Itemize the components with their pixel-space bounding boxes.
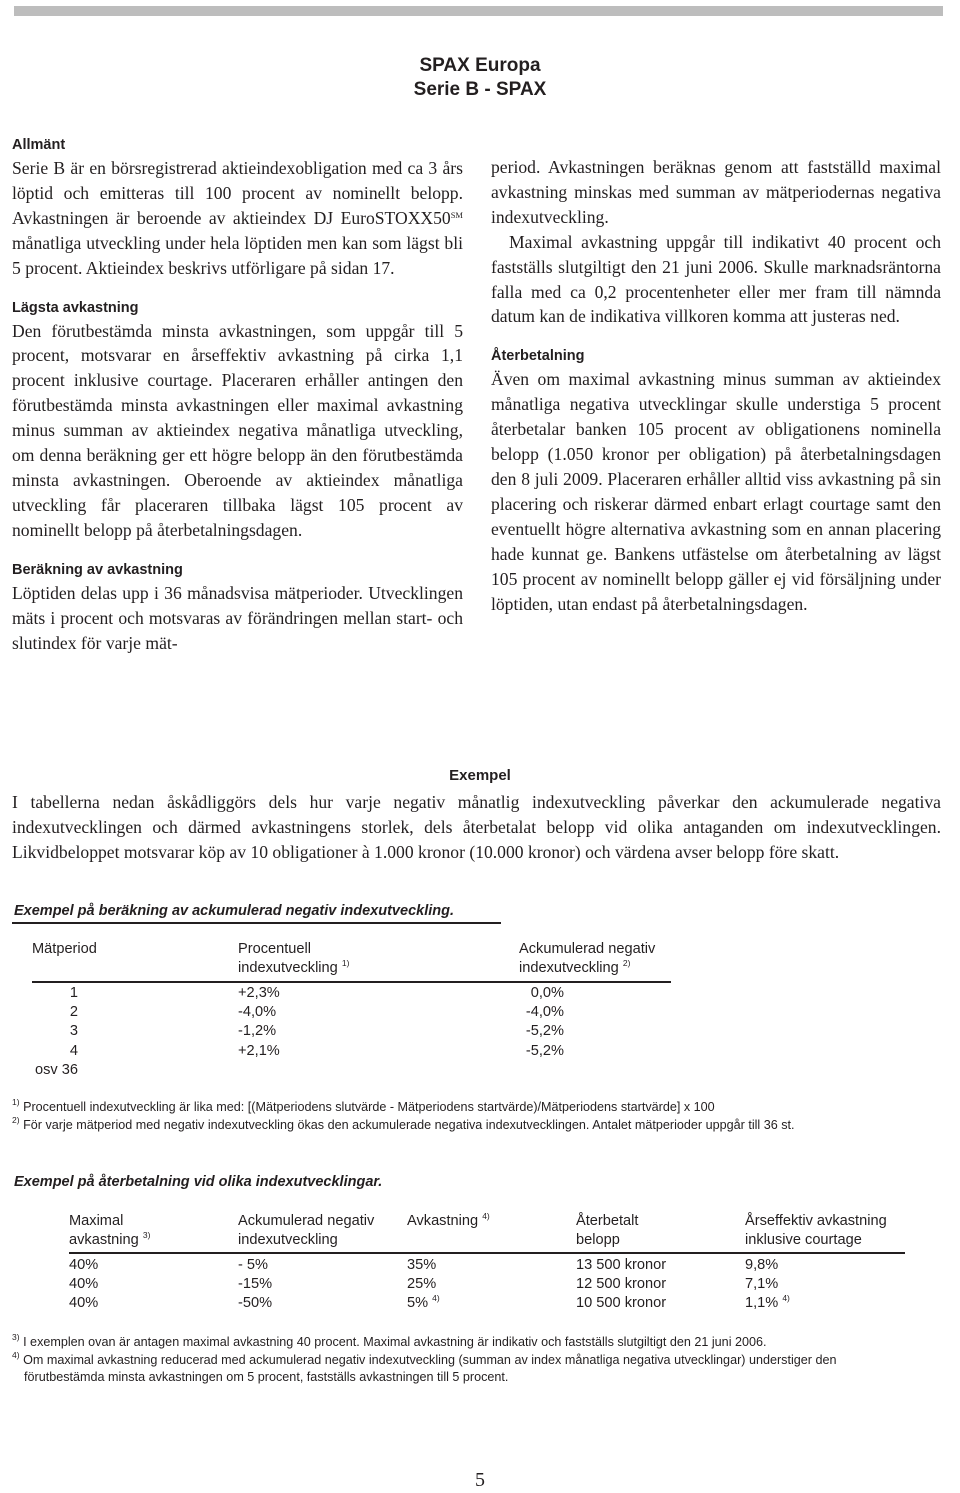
t2-col-ars: 9,8% 7,1% 1,1% $^{4)}$ — [745, 1257, 790, 1312]
exempel-heading: Exempel — [449, 767, 511, 784]
t2-header-ars: Årseffektiv avkastning inklusive courtage — [745, 1213, 887, 1248]
t2-footnote-3: $^{3)}$ I exemplen ovan är antagen maximal avkastning 40 procent. Maximal avkastning är indikativ och fastställs slutgiltigt den 21 juni 2006. — [12, 1332, 767, 1349]
t1-header-rule — [32, 981, 671, 983]
table-row: 40% — [69, 1295, 99, 1312]
page-subtitle: Serie B - SPAX — [413, 79, 547, 100]
max-avkastning-text: Maximal avkastning uppgår till indikativt 40 procent och fastställs slutgiltigt den 21 juni 2006. Skulle marknadsräntorna falla med ca 0,2 procentenheter eller mer fram till nämnda datum kan de indikativa villkoren komma att justeras ned. — [491, 231, 941, 327]
lagsta-text: Den förutbestämda minsta avkastningen, som uppgår till 5 procent, motsvarar en årseffektiv avkastning på cirka 1,1 procent inklusive courtage. Placeraren erhåller antingen den förutbestämda minsta avkastningen eller maximal avkastning minus summan av aktieindex negativa månatliga utveckling, om denna beräkning ger ett högre belopp än den förutbestämda minsta avkastningen. Oberoende av aktieindex månatliga utveckling får placeraren tillbaka lägst 105 procent av nominellt belopp på återbetalningsdagen. — [12, 320, 463, 540]
berakning-text: Löptiden delas upp i 36 månadsvisa mätperioder. Utvecklingen mäts i procent och motsvaras av förändringen mellan start- och slutindex för varje mät- — [12, 582, 463, 653]
top-bar — [14, 6, 943, 16]
t2-col-acc: - 5% -15% -50% — [238, 1257, 273, 1312]
exempel-text: I tabellerna nedan åskådliggörs dels hur varje negativ månatlig indexutveckling påverkar den ackumulerade negativa indexutvecklingen och därmed avkastningens storlek, dels återbetalat belopp vid olika antaganden om indexutvecklingen. Likvidbeloppet motsvarar köp av 10 obligationer à 1.000 kronor (10.000 kronor) och värdena avser belopp före skatt. — [12, 792, 941, 862]
t1-header-period: Mätperiod — [32, 941, 97, 957]
table2-title: Exempel på återbetalning vid olika indexutvecklingar. — [14, 1174, 383, 1190]
sm-mark: SM — [450, 209, 463, 220]
t2-footnote-4: $^{4)}$ Om maximal avkastning reducerad med ackumulerad negativ indexutveckling (summan av index månatliga negativa utvecklingar) understiger den förutbestämda minsta avkastningen om 5 procent, fastställs avkastningen till 5 procent. — [12, 1350, 837, 1384]
table-row: 40% — [69, 1276, 99, 1293]
page-title: SPAX Europa — [419, 55, 541, 76]
t2-col-avk: 35% 25% 5% $^{4)}$ — [407, 1257, 440, 1312]
table-row: 4 — [69, 1042, 78, 1059]
t2-col-max — [69, 1256, 98, 1314]
t2-col-belopp: 13 500 kronor 12 500 kronor 10 500 kronor — [576, 1257, 667, 1312]
allmant-text: Serie B är en börsregistrerad aktieindexobligation med ca 3 års löptid och emitteras till 100 procent av nominellt belopp. Avkastningen är beroende av aktieindex DJ EuroSTOXX50℠ månatliga utveckling under hela löptiden men kan som lägst bli 5 procent. Aktieindex beskrivs utförligare på sidan 17. — [12, 158, 463, 278]
table-row: osv 36 — [35, 1061, 78, 1078]
left-column — [12, 134, 463, 655]
table1-title-rule — [12, 922, 501, 924]
t2-header-rule — [69, 1252, 905, 1254]
t2-header-belopp: Återbetalt belopp — [576, 1213, 639, 1248]
aterbetalning-heading: Återbetalning — [491, 348, 585, 365]
t1-col-acc: 0,0% -4,0% -5,2% -5,2% — [525, 985, 564, 1059]
allmant-heading: Allmänt — [12, 137, 66, 153]
t1-footnote-1: $^{1)}$ Procentuell indexutveckling är lika med: [(Mätperiodens slutvärde - Mätperiodens startvärde)/Mätperiodens startvärde] x 100 — [12, 1097, 715, 1114]
t1-col-index: +2,3% -4,0% -1,2% +2,1% — [238, 985, 280, 1059]
t1-col-period — [30, 984, 78, 1080]
table-row: 3 — [69, 1023, 78, 1040]
t1-footnote-2: $^{2)}$ För varje mätperiod med negativ indexutveckling ökas den ackumulerade negativa indexutvecklingen. Antalet mätperioder uppgår till 36 st. — [12, 1115, 795, 1132]
t2-header-max: Maximal avkastning $^{3)}$ — [69, 1213, 151, 1248]
lagsta-heading: Lägsta avkastning — [12, 299, 139, 316]
t1-header-acc: Ackumulerad negativ indexutveckling $^{2)}$ — [519, 941, 656, 976]
aterbetalning-text: Även om maximal avkastning minus summan av aktieindex månatliga negativa utvecklingar skulle understiga 5 procent återbetalar banken 105 procent av obligationens nominella belopp (1.050 kronor per obligation) på återbetalningsdagen den 8 juli 2009. Placeraren erhåller alltid viss avkastning på sin placering och riskerar därmed enbart erlagt courtage samt den eventuellt högre alternativa avkastning som en annan placering hade kunnat ge. Bankens utfästelse om återbetalning av lägst 105 procent av nominellt belopp gäller ej vid försäljning under löptiden, utan endast på återbetalningsdagen. — [491, 369, 941, 614]
t2-header-avk: Avkastning $^{4)}$ — [407, 1211, 490, 1229]
t2-header-acc: Ackumulerad negativ indexutveckling — [238, 1213, 375, 1248]
table-row: 2 — [69, 1004, 78, 1021]
table-row: 1 — [69, 985, 78, 1001]
berakning-heading: Beräkning av avkastning — [12, 561, 183, 578]
t1-header-index: Procentuell indexutveckling $^{1)}$ — [238, 941, 350, 976]
continued-text: period. Avkastningen beräknas genom att fastställd maximal avkastning minskas med summan av mätperiodernas negativa indexutveckling. — [491, 157, 941, 227]
right-column — [491, 155, 941, 616]
table-row: 40% — [69, 1257, 99, 1273]
page-number: 5 — [475, 1469, 485, 1491]
table1-title: Exempel på beräkning av ackumulerad negativ indexutveckling. — [14, 903, 454, 919]
